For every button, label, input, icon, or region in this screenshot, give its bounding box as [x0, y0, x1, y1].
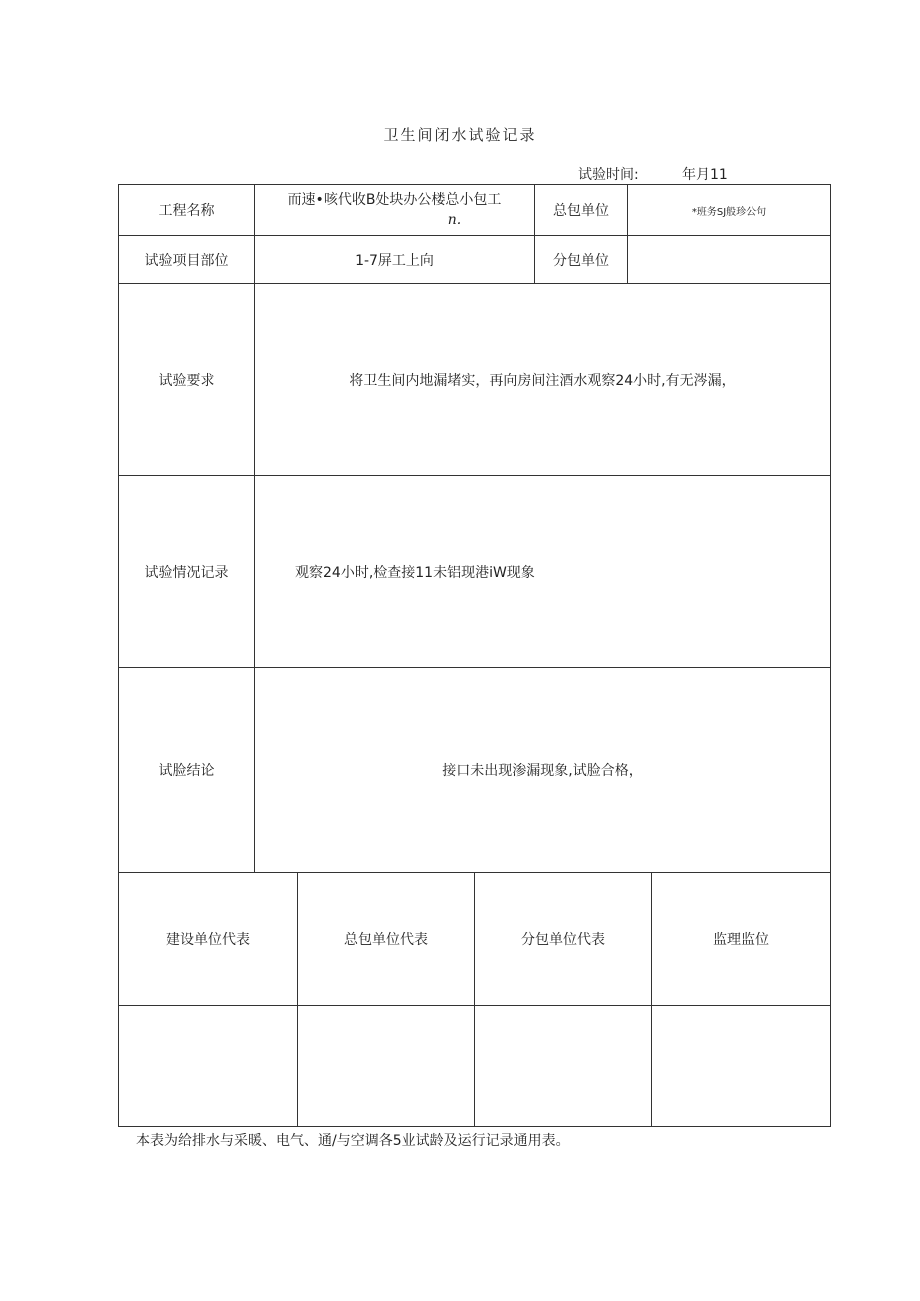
signature-box-sub[interactable] [475, 1006, 651, 1126]
test-time [578, 164, 728, 184]
test-time-value: 年月11 [682, 167, 728, 183]
conclusion-value: 接口未出现渗漏现象,试脸合格， [442, 763, 643, 779]
project-name-value [255, 185, 534, 235]
signature-header-supervisor: 监理监位 [713, 932, 769, 948]
signature-header-general: 总包单位代表 [344, 932, 428, 948]
test-location-value: 1-7屏工上向 [355, 252, 434, 269]
test-time-label: 试验时间: [578, 167, 639, 183]
signature-header-sub: 分包单位代表 [521, 932, 605, 948]
general-contractor-value: *班务SJ般珍公句 [691, 206, 767, 218]
page-title: 卫生间闭水试验记录 [383, 126, 537, 144]
project-name-label: 工程名称 [158, 203, 215, 219]
sub-contractor-label: 分包单位 [553, 252, 609, 269]
general-contractor-label: 总包单位 [553, 203, 609, 219]
footnote: 本表为给排水与采暖、电气、通/与空调各5业试龄及运行记录通用表。 [136, 1133, 570, 1149]
record-value: 观察24小时,检查接11未铝现港iW现象 [295, 564, 535, 581]
record-label: 试验情况记录 [144, 564, 229, 581]
requirement-label: 试验要求 [158, 372, 215, 389]
signature-box-supervisor[interactable] [652, 1006, 830, 1126]
grid-line [118, 1126, 831, 1127]
signature-box-general[interactable] [298, 1006, 474, 1126]
test-location-label: 试验项目部位 [144, 252, 229, 269]
requirement-value: 将卫生间内地漏堵实，再向房间注酒水观察24小时,有无涔漏， [349, 372, 736, 389]
signature-box-owner[interactable] [119, 1006, 297, 1126]
project-name-line1: 而速•咳代收B处块办公楼总小包工 [287, 192, 502, 208]
project-name-line2: n. [447, 212, 462, 228]
signature-header-owner: 建设单位代表 [166, 932, 250, 948]
sub-contractor-value [628, 236, 830, 283]
grid-line [830, 184, 831, 1127]
conclusion-label: 试脸结论 [158, 763, 215, 779]
